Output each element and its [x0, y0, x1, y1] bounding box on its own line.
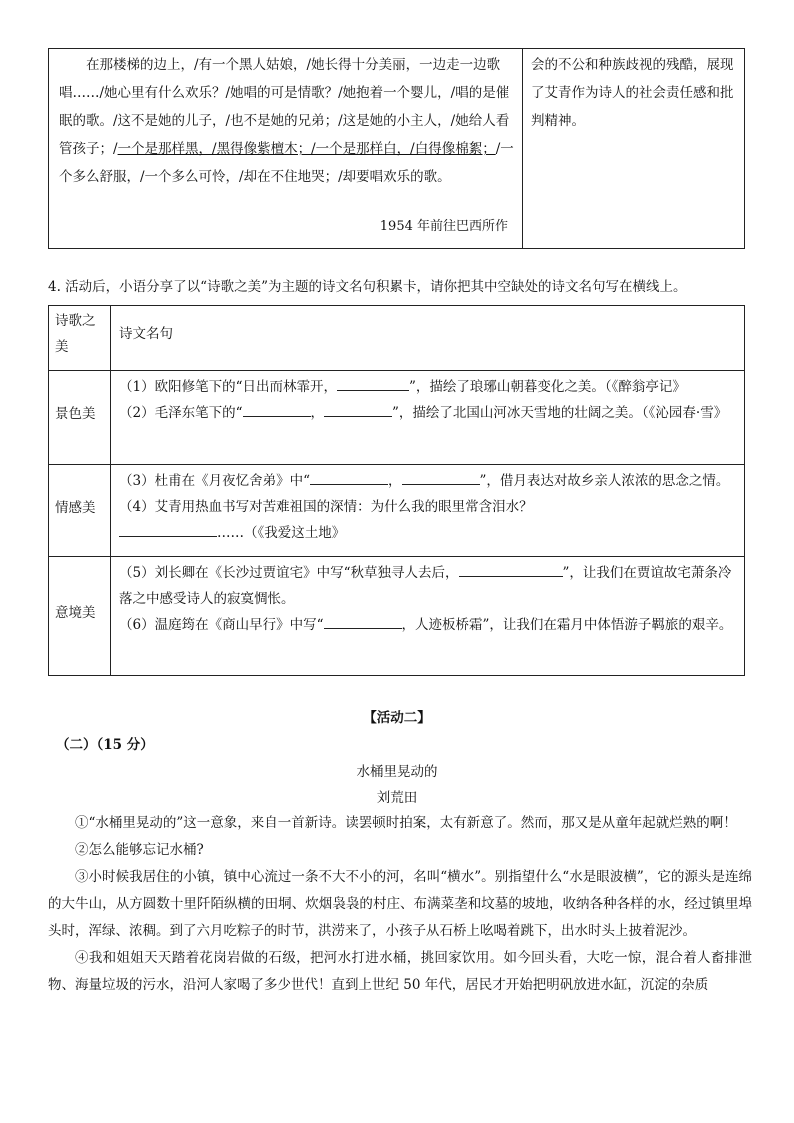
poem-table — [48, 48, 745, 249]
table-row-emotion — [119, 468, 739, 546]
answer-blank[interactable] — [337, 376, 409, 391]
poem-line-1: 在那楼梯的边上，/有一个黑人姑娘，/她长得十分美丽，一边走一边歌唱……/她心里有什么欢乐？/她唱的可是情歌？/她抱着一个婴儿，/唱的是催眠的歌。/这不是她的儿子，/也不是她的兄弟；/这是她的小主人，/她给人看管孩子；/ — [59, 57, 510, 157]
answer-blank[interactable] — [243, 402, 311, 417]
item-1 — [119, 374, 739, 400]
table-row-divider — [49, 370, 744, 371]
item-6 — [119, 612, 739, 638]
table-row-divider — [49, 556, 744, 557]
item-3-post: ”，借月表达对故乡亲人浓浓的思念之情。 — [479, 473, 730, 489]
poem-text — [59, 51, 517, 191]
poem-signature: 1954 年前往巴西所作 — [379, 219, 508, 234]
item-6-pre: （6）温庭筠在《商山早行》中写“ — [119, 617, 324, 633]
paragraph-3: ③小时候我居住的小镇，镇中心流过一条不大不小的河，名叫“横水”。别指望什么“水是眼波横”，它的源头是连绵的大牛山，从方圆数十里阡陌纵横的田垌、炊烟袅袅的村庄、布满菜垄和坟墓的坡地，收纳各种各样的水，经过镇里埠头时，浑绿、浓稠。到了六月吃粽子的时节，洪涝来了，小孩子从石桥上吆喝着跳下，出水时头上披着泥沙。 — [48, 869, 752, 939]
item-4-answer — [119, 520, 739, 546]
item-6-post: ，人迹板桥霜”，让我们在霜月中体悟游子羁旅的艰辛。 — [401, 617, 733, 633]
table-row-scenery — [119, 374, 739, 426]
poem-line-3: /一个多么舒服，/一个多么可怜，/却在不住地哭；/却要唱欢乐的歌。 — [59, 141, 514, 185]
table-row-mood — [119, 560, 739, 638]
category-scenery: 景色美 — [55, 406, 96, 422]
section-header: （二）（15 分） — [56, 737, 154, 753]
header-text: 诗文名句 — [119, 326, 173, 342]
item-5-pre: （5）刘长卿在《长沙过贾谊宅》中写“秋草独寻人去后， — [119, 565, 459, 581]
item-3-pre: （3）杜甫在《月夜忆舍弟》中“ — [119, 473, 310, 489]
item-5-post: ”，让我们在贾谊故宅萧条冷落之中感受诗人的寂寞惆怅。 — [119, 565, 732, 607]
item-2-pre: （2）毛泽东笔下的“ — [119, 405, 243, 421]
item-3 — [119, 468, 739, 494]
answer-blank[interactable] — [324, 402, 392, 417]
poetry-table — [48, 305, 745, 676]
paragraph-4: ④我和姐姐天天踏着花岗岩做的石级，把河水打进水桶，挑回家饮用。如今回头看，大吃一惊，混合着人畜排泄物、海量垃圾的污水，沿河人家喝了多少世代！直到上世纪 50 年代，居民才开始把明矾放进水缸，沉淀的杂质 — [48, 950, 752, 993]
header-category: 诗歌之美 — [55, 313, 96, 355]
question-4: 4. 活动后，小语分享了以“诗歌之美”为主题的诗文名句积累卡，请你把其中空缺处的诗文名句写在横线上。 — [48, 279, 687, 295]
paragraph-2: ②怎么能够忘记水桶? — [75, 842, 204, 858]
activity-title: 【活动二】 — [363, 710, 431, 726]
item-2-post: ”，描绘了北国山河冰天雪地的壮阔之美。（《沁园春·雪》 — [392, 405, 728, 421]
poem-comment: 会的不公和种族歧视的残酷，展现了艾青作为诗人的社会责任感和批判精神。 — [531, 57, 734, 129]
item-5 — [119, 560, 739, 612]
item-1-pre: （1）欧阳修笔下的“日出而林霏开， — [119, 379, 337, 395]
paragraph-1: ①“水桶里晃动的”这一意象，来自一首新诗。读罢顿时拍案，太有新意了。然而，那又是从童年起就烂熟的啊！ — [75, 815, 737, 831]
category-mood: 意境美 — [55, 605, 96, 621]
item-3-mid: ， — [388, 473, 402, 489]
answer-blank[interactable] — [459, 562, 563, 577]
poem-underlined-line: 一个是那样黑，/黑得像紫檀木；/一个是那样白，/白得像棉絮； — [117, 141, 496, 157]
article-author: 刘荒田 — [376, 790, 418, 806]
answer-blank[interactable] — [310, 470, 388, 485]
article-title: 水桶里晃动的 — [356, 764, 438, 780]
answer-blank[interactable] — [324, 614, 402, 629]
table-row-divider — [49, 464, 744, 465]
item-2-mid: ， — [310, 405, 324, 421]
item-2 — [119, 400, 739, 426]
item-4: （4）艾青用热血书写对苦难祖国的深情：为什么我的眼里常含泪水？ — [119, 499, 533, 515]
answer-blank[interactable] — [402, 470, 480, 485]
item-1-post: ”，描绘了琅琊山朝暮变化之美。（《醉翁亭记》 — [409, 379, 686, 395]
article-body — [48, 810, 752, 999]
item-4-post: ……（《我爱这土地》 — [217, 525, 346, 541]
category-emotion: 情感美 — [55, 500, 96, 516]
answer-blank[interactable] — [119, 522, 217, 537]
table-divider — [522, 49, 523, 248]
table-column-divider — [110, 306, 111, 675]
